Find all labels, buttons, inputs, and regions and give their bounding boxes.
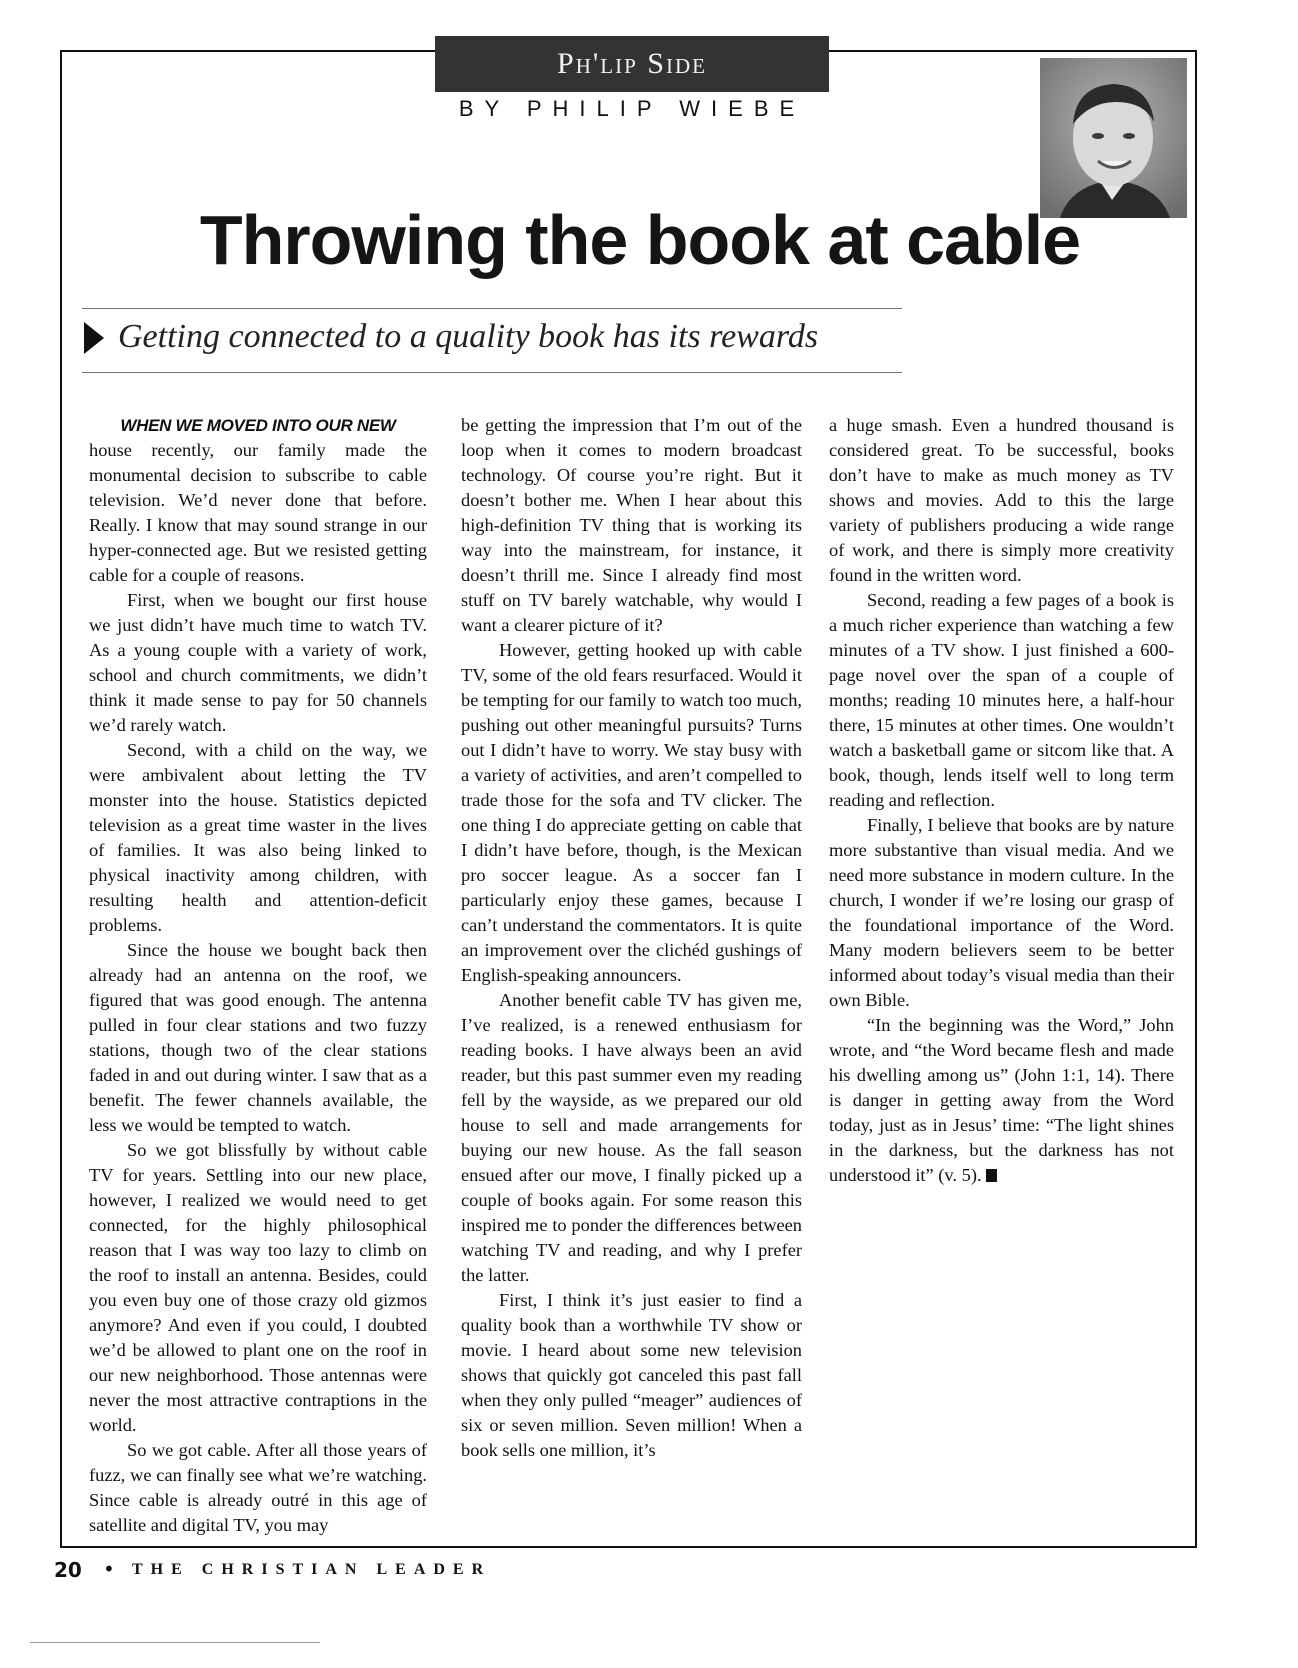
paragraph: Second, with a child on the way, we were ambivalent about letting the TV monster into the house. Statistics depicted television as a great time waster in the lives of families. It was also being linked to physical inactivity among children, with resulting health and attention-deficit problems. [89, 740, 427, 935]
paragraph: So we got cable. After all those years of fuzz, we can finally see what we’re watching. Since cable is already outré in this age of satellite and digital TV, you may [89, 1440, 427, 1535]
deck-top-rule [82, 308, 902, 309]
column-name-banner: Ph'lip Side [435, 36, 829, 92]
paragraph: Since the house we bought back then already had an antenna on the roof, we figured that was good enough. The antenna pulled in four clear stations and two fuzzy stations, though two of the clear stations faded in and out during winter. I saw that as a benefit. The fewer channels available, the less we would be tempted to watch. [89, 940, 427, 1135]
deck-bottom-rule [82, 372, 902, 373]
byline: BY PHILIP WIEBE [458, 96, 806, 121]
author-photo [1040, 58, 1187, 218]
paragraph: a huge smash. Even a hundred thousand is considered great. To be successful, books don’t have to make as much money as TV shows and movies. Add to this the large variety of publishers producing a wide range of work, and there is simply more creativity found in the written word. [829, 415, 1174, 585]
footer-bullet: • [103, 1557, 115, 1581]
page-number: 20 [54, 1558, 82, 1582]
headline: Throwing the book at cable [199, 201, 1081, 279]
paragraph: First, I think it’s just easier to find a quality book than a worthwhile TV show or movie. I heard about some new television shows that quickly got canceled this past fall when they only pulled “meager” audiences of six or seven million. Seven million! When a book sells one million, it’s [461, 1290, 802, 1460]
lead-in: WHEN WE MOVED INTO OUR NEW [120, 416, 396, 435]
final-paragraph [829, 1013, 1174, 1188]
author-portrait-image [1040, 58, 1187, 218]
deck-arrow-icon [84, 322, 104, 354]
publication-name: THE CHRISTIAN LEADER [132, 1561, 492, 1578]
deck-subtitle: Getting connected to a quality book has its rewards [118, 318, 819, 355]
final-paragraph-text: “In the beginning was the Word,” John wrote, and “the Word became flesh and made his dwelling among us” (John 1:1, 14). There is danger in getting away from the Word today, just as in Jesus’ time: “The light shines in the darkness, but the darkness has not understood it” (v. 5). [829, 1015, 1174, 1185]
paragraph: house recently, our family made the monumental decision to subscribe to cable television. We’d never done that before. Really. I know that may sound strange in our hyper-connected age. But we resisted getting cable for a couple of reasons. [89, 440, 427, 585]
paragraph: Another benefit cable TV has given me, I’ve realized, is a renewed enthusiasm for reading books. I have always been an avid reader, but this past summer even my reading fell by the wayside, as we prepared our old house to sell and made arrangements for buying our new house. As the fall season ensued after our move, I finally picked up a couple of books again. For some reason this inspired me to ponder the differences between watching TV and reading, and why I prefer the latter. [461, 990, 802, 1285]
article-body [0, 413, 1298, 1535]
paragraph: Finally, I believe that books are by nature more substantive than visual media. And we need more substance in modern culture. In the church, I wonder if we’re losing our grasp of the foundational importance of the Word. Many modern believers seem to be better informed about today’s visual media than their own Bible. [829, 815, 1174, 1010]
column-2 [461, 413, 802, 1463]
paragraph: be getting the impression that I’m out of the loop when it comes to modern broadcast technology. Of course you’re right. But it doesn’t bother me. When I hear about this high-definition TV thing that is working its way into the mainstream, for instance, it doesn’t thrill me. Since I already find most stuff on TV barely watchable, why would I want a clearer picture of it? [461, 415, 802, 635]
paragraph: However, getting hooked up with cable TV, some of the old fears resurfaced. Would it be tempting for our family to watch too much, pushing out other meaningful pursuits? Turns out I didn’t have to worry. We stay busy with a variety of activities, and aren’t compelled to trade those for the sofa and TV clicker. The one thing I do appreciate getting on cable that I didn’t have before, though, is the Mexican pro soccer league. As a soccer fan I particularly enjoy these games, because I can’t understand the commentators. It is quite an improvement over the clichéd gushings of English-speaking announcers. [461, 640, 802, 985]
bottom-rule [30, 1642, 320, 1643]
column-1 [89, 413, 427, 1538]
column-3 [829, 413, 1174, 1188]
paragraph: So we got blissfully by without cable TV for years. Settling into our new place, however, I realized we would need to get connected, for the highly philosophical reason that I was way too lazy to climb on the roof to install an antenna. Besides, could you even buy one of those crazy old gizmos anymore? And even if you could, I doubted we’d be allowed to plant one on the roof in our new neighborhood. Those antennas were never the most attractive contraptions in the world. [89, 1140, 427, 1435]
paragraph: Second, reading a few pages of a book is a much richer experience than watching a few minutes of a TV show. I just finished a 600-page novel over the span of a couple of months; reading 10 minutes here, a half-hour there, 15 minutes at other times. One wouldn’t watch a basketball game or sitcom like that. A book, though, lends itself well to long term reading and reflection. [829, 590, 1174, 810]
lead-in-line [89, 413, 427, 438]
end-mark-icon [986, 1169, 997, 1182]
paragraph: First, when we bought our first house we just didn’t have much time to watch TV. As a young couple with a variety of work, school and church commitments, we didn’t think it made sense to pay for 50 channels we’d rarely watch. [89, 590, 427, 735]
